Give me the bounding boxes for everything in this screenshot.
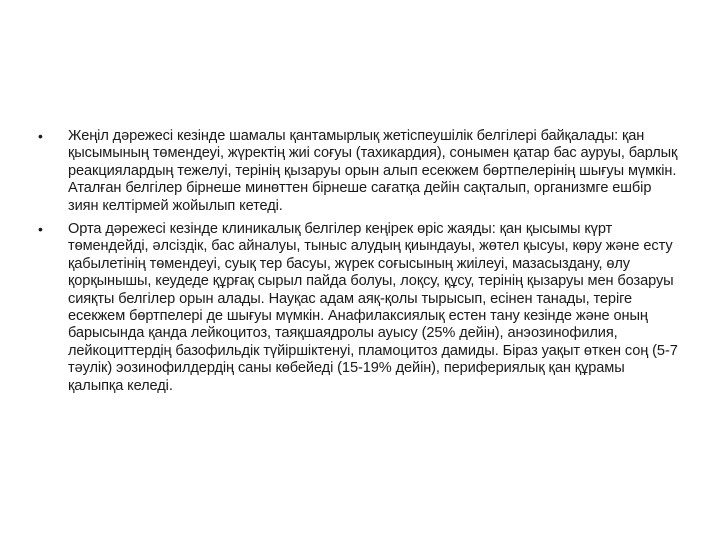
bullet-item-moderate-degree bbox=[38, 221, 678, 395]
bullet-text: Жеңіл дәрежесі кезінде шамалы қантамырлық жетіспеушілік белгілері байқалады: қан қысымының төмендеуі, жүректің жиі соғуы (тахикардия), сонымен қатар бас ауруы, барлық реакциялардың тежелуі, терінің қызаруы орын алып есекжем бөртпелерінің шығуы мүмкін. Аталған белгілер бірнеше минөттен бірнеше сағатқа дейін сақталып, организмге ешбір зиян келтірмей жойылып кетеді. bbox=[68, 128, 678, 214]
bullet-item-mild-degree bbox=[38, 128, 678, 215]
bullet-list bbox=[38, 128, 678, 401]
bullet-text: Орта дәрежесі кезінде клиникалық белгілер кеңірек өріс жаяды: қан қысымы күрт төмендейді, әлсіздік, бас айналуы, тыныс алудың қиындауы, жөтел қысуы, көру және есту қабылетінің төмендеуі, суық тер басуы, жүрек соғысының жиілеуі, мазасыздану, өлу қорқынышы, кеудеде құрғақ сырыл пайда болуы, лоқсу, құсу, терінің қызаруы мен бозаруы сияқты белгілер орын алады. Науқас адам аяқ-қолы тырысып, есінен танады, теріге есекжем бөртпелері де шығуы мүмкін. Анафилаксиялық естен тану кезінде және оның барысында қанда лейкоцитоз, таяқшаядролы ауысу (25% дейін), анэозинофилия, лейкоциттердің базофильдік түйіршіктенуі, пламоцитоз дамиды. Біраз уақыт өткен соң (5-7 тәулік) эозинофилдердің саны көбейеді (15-19% дейін), перифериялық қан құрамы қалыпқа келеді. bbox=[68, 221, 678, 394]
bullet-dot-icon: • bbox=[38, 128, 43, 144]
bullet-dot-icon: • bbox=[38, 221, 43, 238]
